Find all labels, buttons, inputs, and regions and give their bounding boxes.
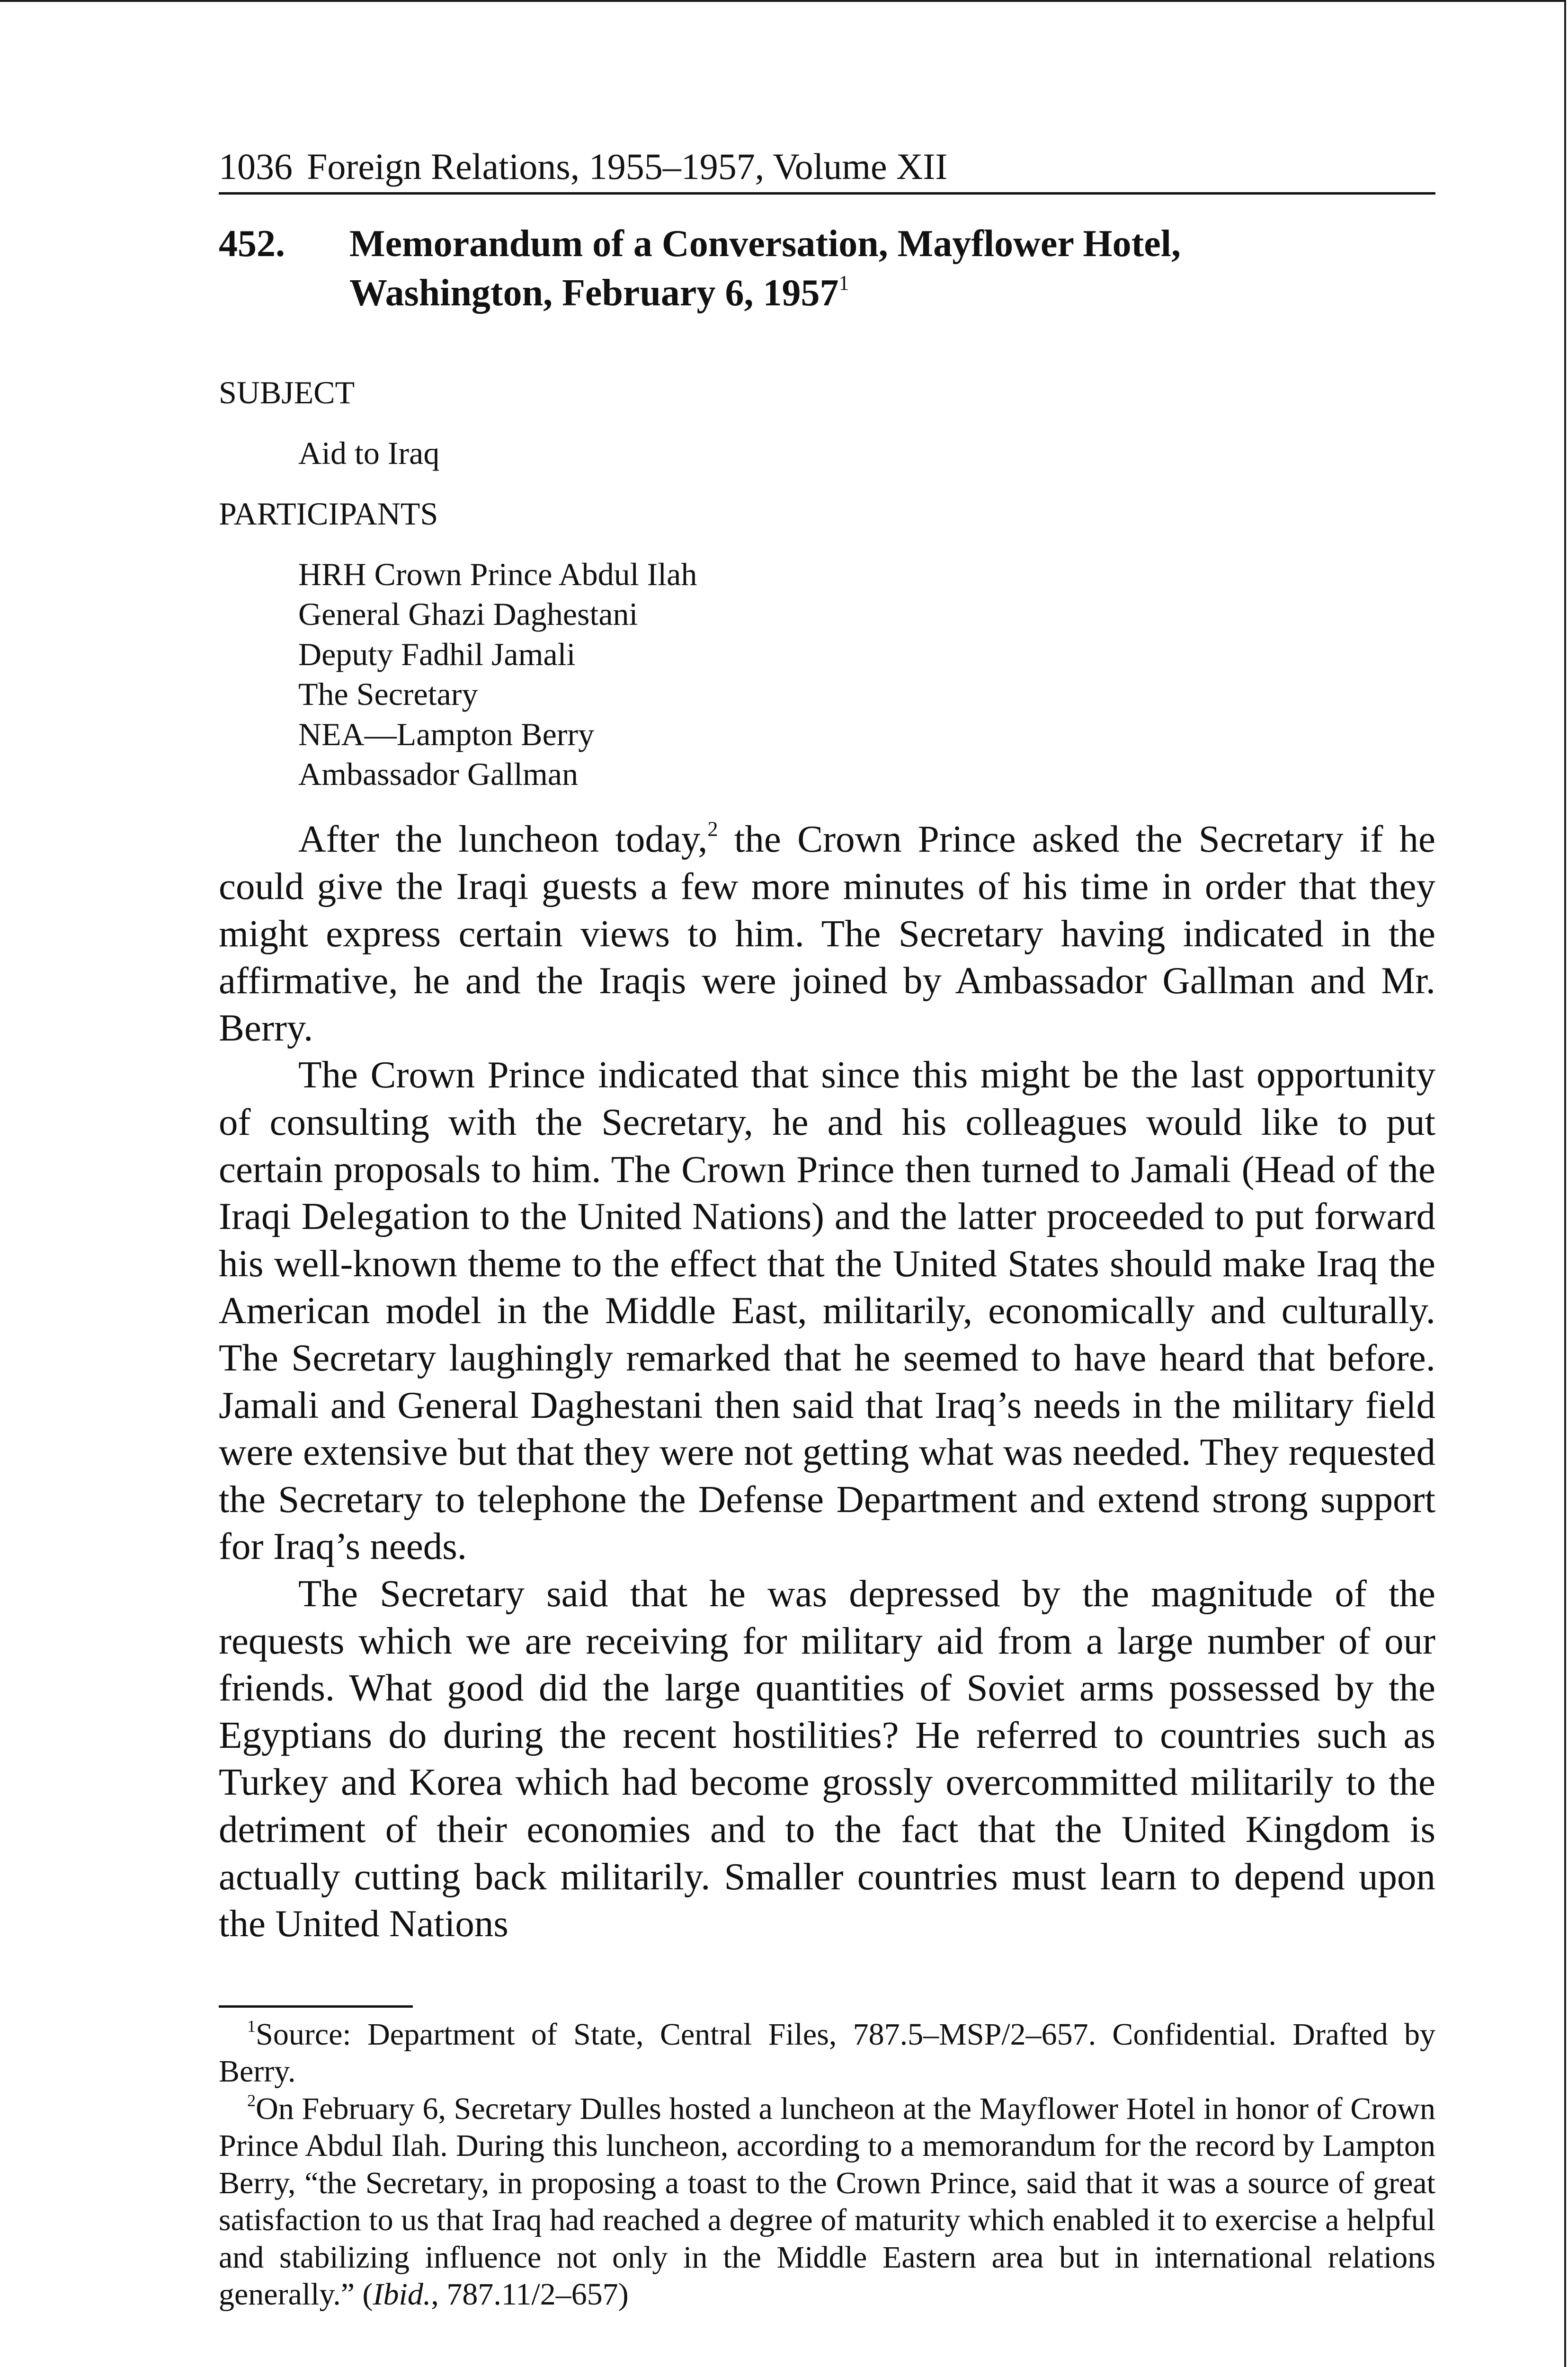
participant-item: HRH Crown Prince Abdul Ilah <box>298 556 697 592</box>
footnote-divider <box>219 2005 413 2008</box>
participant-item: Deputy Fadhil Jamali <box>298 636 576 672</box>
body-paragraph-2: The Crown Prince indicated that since this might be the last opportunity of consulting with the Secretary, he and his colleagues would like to put certain proposals to him. The Crown Prince then turned to Jamali (Head of the Iraqi Delegation to the United Nations) and the latter proceeded to put forward his well-known theme to the effect that the United States should make Iraq the American model in the Middle East, militarily, economically and culturally. The Secretary laughingly remarked that he seemed to have heard that before. Jamali and General Daghestani then said that Iraq’s needs in the military field were extensive but that they were not getting what was needed. They requested the Secretary to telephone the Defense Department and extend strong support for Iraq’s needs. <box>219 1053 1435 1568</box>
document-title-line-2 <box>349 268 1435 318</box>
document-title-line-1: Memorandum of a Conversation, Mayflower Hotel, <box>349 223 1181 265</box>
participant-item: General Ghazi Daghestani <box>298 596 638 632</box>
running-head <box>219 142 1435 195</box>
participant-item: NEA—Lampton Berry <box>298 716 595 752</box>
subject-label: SUBJECT <box>219 374 355 410</box>
document-heading <box>219 219 1435 318</box>
participant-item: The Secretary <box>298 676 478 712</box>
footnote-2-text: On February 6, Secretary Dulles hosted a luncheon at the Mayflower Hotel in honor of Crown Prince Abdul Ilah. During this luncheon, according to a memorandum for the record by Lampton Berry, “the Secretary, in proposing a toast to the Crown Prince, said that it was a source of great satisfaction to us that Iraq had reached a degree of maturity which enabled it to exercise a helpful and stabilizing influence not only in the Middle Eastern area but in international relations generally.” ( <box>219 2091 1435 2312</box>
footnotes <box>219 2016 1435 2314</box>
footnote-2-marker: 2 <box>247 2091 256 2110</box>
subject-value: Aid to Iraq <box>298 435 440 471</box>
participants-label: PARTICIPANTS <box>219 496 438 532</box>
footnote-2 <box>219 2091 1435 2314</box>
footnote-ref-1[interactable]: 1 <box>838 271 849 294</box>
participants-list <box>298 554 1435 794</box>
memorandum-body <box>219 816 1435 1947</box>
page-number: 1036 <box>219 146 293 187</box>
body-paragraph-1 <box>219 816 1435 1051</box>
document-number: 452. <box>219 223 285 265</box>
footnote-2-end: , 787.11/2–657) <box>431 2277 629 2312</box>
page-content <box>219 142 1435 2314</box>
footnote-1-marker: 1 <box>247 2016 256 2036</box>
footnote-1 <box>219 2016 1435 2091</box>
body-paragraph-1-start: After the luncheon today, <box>298 818 708 861</box>
footnote-ref-2[interactable]: 2 <box>707 817 718 841</box>
document-title <box>349 219 1435 318</box>
footnote-1-text: Source: Department of State, Central Files, 787.5–MSP/2–657. Confidential. Drafted by Berry. <box>219 2017 1435 2089</box>
footnote-2-ibid: Ibid. <box>373 2277 431 2312</box>
participant-item: Ambassador Gallman <box>298 756 579 792</box>
volume-title: Foreign Relations, 1955–1957, Volume XII <box>307 146 948 187</box>
document-title-line-2-text: Washington, February 6, 1957 <box>349 272 839 314</box>
body-paragraph-1-rest: the Crown Prince asked the Secretary if he could give the Iraqi guests a few more minutes of his time in order that they might express certain views to him. The Secretary having indicated in the affirmative, he and the Iraqis were joined by Ambassador Gallman and Mr. Berry. <box>219 818 1435 1049</box>
body-paragraph-3: The Secretary said that he was depressed by the magnitude of the requests which we are receiving for military aid from a large number of our friends. What good did the large quantities of Soviet arms possessed by the Egyptians do during the recent hostilities? He referred to countries such as Turkey and Korea which had become grossly overcommitted militarily to the detriment of their economies and to the fact that the United Kingdom is actually cutting back militarily. Smaller countries must learn to depend upon the United Nations <box>219 1572 1435 1945</box>
